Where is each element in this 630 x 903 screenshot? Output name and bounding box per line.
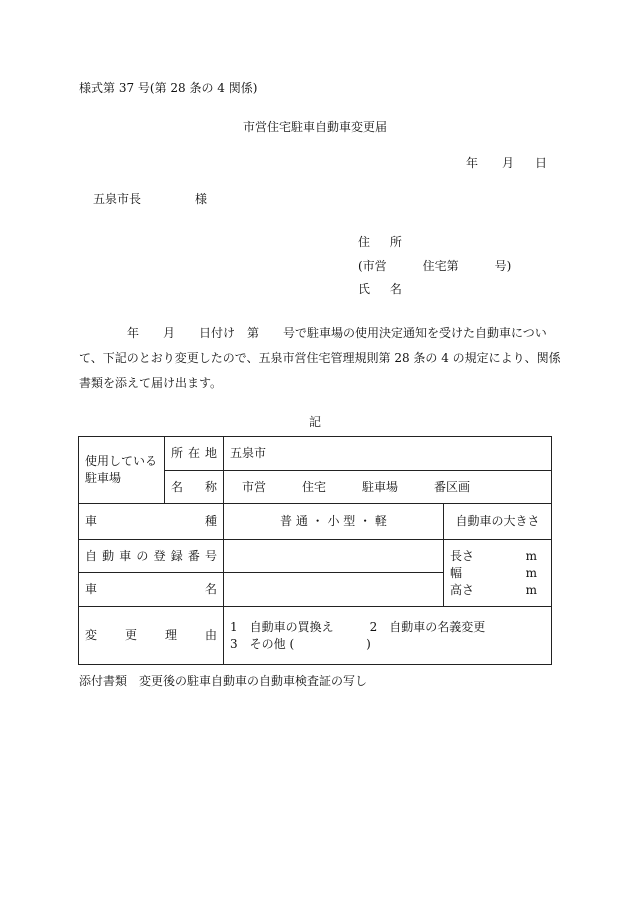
parking-in-use-line-1: 使用している (85, 454, 158, 468)
change-reason-option-3: 3 その他 ( ) (230, 636, 371, 651)
date-month-label: 月 (502, 156, 515, 170)
change-reason-option-1-2: 1 自動車の買換え 2 自動車の名義変更 (230, 619, 486, 634)
date-year-label: 年 (466, 156, 479, 170)
parking-in-use-line-2: 駐車場 (85, 471, 122, 485)
parking-in-use-label (79, 437, 165, 504)
applicant-name-label: 氏 名 (358, 282, 410, 296)
attachment-note: 添付書類 変更後の駐車自動車の自動車検査証の写し (79, 674, 368, 688)
change-reason-label: 変更理由 (79, 607, 224, 665)
form-number: 様式第 37 号(第 28 条の 4 関係) (79, 81, 258, 95)
applicant-address-label: 住 所 (358, 235, 410, 249)
body-text-line-2: て、下記のとおり変更したので、五泉市営住宅管理規則第 28 条の 4 の規定により、関係 (79, 351, 561, 365)
change-reason-options[interactable] (224, 607, 552, 665)
vehicle-size-label: 自動車の大きさ (444, 504, 552, 540)
vehicle-name-label: 車 名 (79, 573, 224, 607)
body-text-line-1: 年 月 日付け 第 号で駐車場の使用決定通知を受けた自動車につい (127, 326, 547, 340)
vehicle-name-value[interactable] (224, 573, 444, 607)
parking-name-value[interactable]: 市営 住宅 駐車場 番区画 (224, 471, 552, 504)
vehicle-size-values[interactable] (444, 540, 552, 607)
size-width-label: 幅 (450, 565, 463, 580)
size-length-label: 長さ (450, 548, 475, 563)
size-length-row (450, 548, 545, 565)
registration-number-label: 自動車の登録番号 (79, 540, 224, 573)
date-day-label: 日 (535, 156, 548, 170)
parking-name-label: 名 称 (165, 471, 224, 504)
vehicle-change-table (78, 436, 552, 665)
size-width-row (450, 565, 545, 582)
size-width-unit: m (525, 565, 538, 580)
ki-label: 記 (308, 415, 321, 429)
applicant-housing-label: (市営 住宅第 号) (358, 259, 512, 273)
size-length-unit: m (525, 548, 538, 563)
size-height-unit: m (525, 582, 538, 597)
vehicle-type-options[interactable]: 普 通 ・ 小 型 ・ 軽 (224, 504, 444, 540)
body-text-line-3: 書類を添えて届け出ます。 (79, 376, 223, 390)
size-height-label: 高さ (450, 582, 475, 597)
size-height-row (450, 582, 545, 599)
location-value[interactable]: 五泉市 (224, 437, 552, 471)
addressee-mayor: 五泉市長 (93, 192, 142, 206)
addressee-honorific: 様 (195, 192, 208, 206)
registration-number-value[interactable] (224, 540, 444, 573)
form-title: 市営住宅駐車自動車変更届 (242, 120, 387, 134)
location-label: 所在地 (165, 437, 224, 471)
vehicle-type-label: 車 種 (79, 504, 224, 540)
